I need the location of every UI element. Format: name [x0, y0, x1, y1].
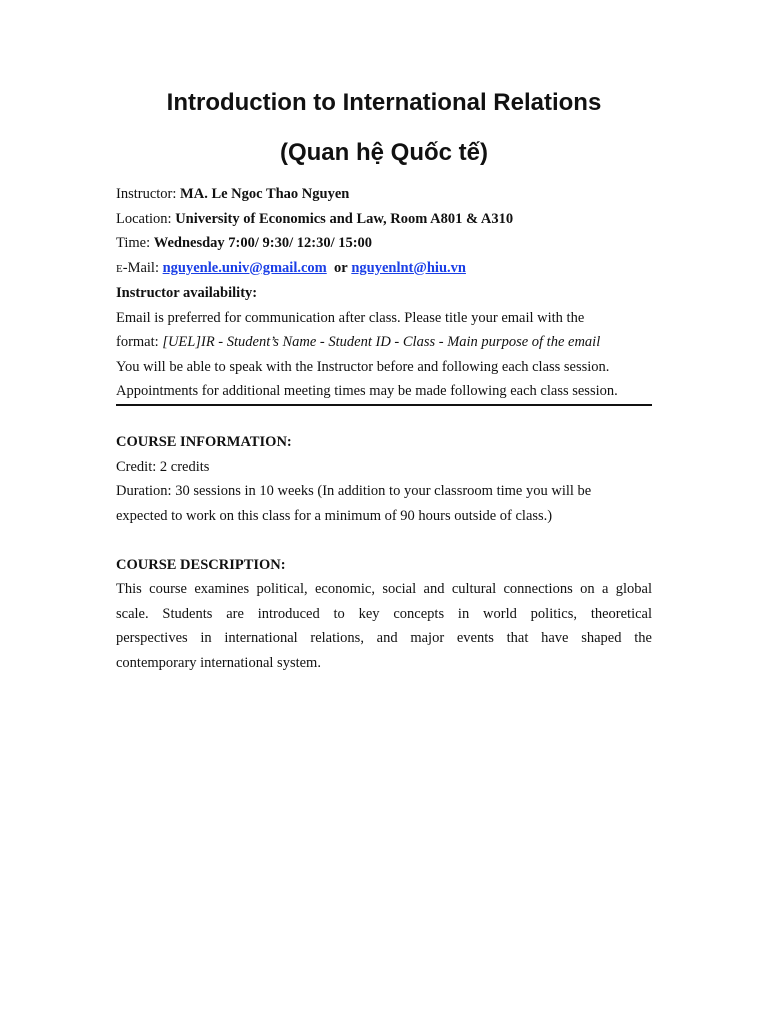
section-spacer — [116, 406, 652, 431]
location-line — [116, 207, 652, 232]
section-spacer — [116, 528, 652, 553]
instructor-line — [116, 182, 652, 207]
email-link-secondary[interactable]: nguyenlnt@hiu.vn — [351, 259, 466, 276]
location-label: Location: — [116, 210, 172, 227]
format-value: [UEL]IR - Student’s Name - Student ID - Class - Main purpose of the email — [162, 334, 601, 350]
description-line-1: This course examines political, economic, social and cultural connections on a global — [116, 581, 652, 597]
email-label: -Mail: — [122, 259, 159, 276]
duration-line-1: Duration: 30 sessions in 10 weeks (In addition to your classroom time you will be — [116, 483, 592, 499]
time-label: Time: — [116, 235, 151, 251]
availability-line-1: Email is preferred for communication after class. Please title your email with the — [116, 309, 585, 326]
course-title: Introduction to International Relations — [166, 89, 602, 116]
description-line-2: scale. Students are introduced to key concepts in world politics, theoretical — [116, 605, 652, 622]
credit-line: Credit: 2 credits — [116, 458, 210, 475]
instructor-label: Instructor: — [116, 186, 177, 202]
course-title-vietnamese: (Quan hệ Quốc tế) — [279, 139, 488, 166]
time-value: Wednesday 7:00/ 9:30/ 12:30/ 15:00 — [153, 235, 373, 251]
course-information-heading: COURSE INFORMATION: — [116, 434, 292, 450]
email-line — [116, 256, 652, 282]
instructor-name: MA. Le Ngoc Thao Nguyen — [180, 186, 350, 202]
description-line-3: perspectives in international relations, and major events that have shaped the — [116, 630, 652, 646]
email-connector: or — [334, 259, 348, 276]
availability-line-4: Appointments for additional meeting times may be made following each class session. — [116, 379, 652, 406]
syllabus-body — [116, 182, 652, 675]
time-line — [116, 231, 652, 256]
duration-line-2: expected to work on this class for a minimum of 90 hours outside of class.) — [116, 507, 553, 524]
description-line-4: contemporary international system. — [116, 654, 321, 671]
email-label-prefix: E — [116, 262, 123, 275]
availability-heading: Instructor availability: — [116, 285, 258, 301]
availability-format-line — [116, 330, 652, 355]
course-description-heading: COURSE DESCRIPTION: — [116, 556, 286, 573]
availability-line-3: You will be able to speak with the Instructor before and following each class session. — [116, 358, 610, 375]
location-value: University of Economics and Law, Room A801 & A310 — [175, 210, 514, 227]
format-label: format: — [116, 334, 159, 350]
email-link-primary[interactable]: nguyenle.univ@gmail.com — [162, 259, 327, 276]
